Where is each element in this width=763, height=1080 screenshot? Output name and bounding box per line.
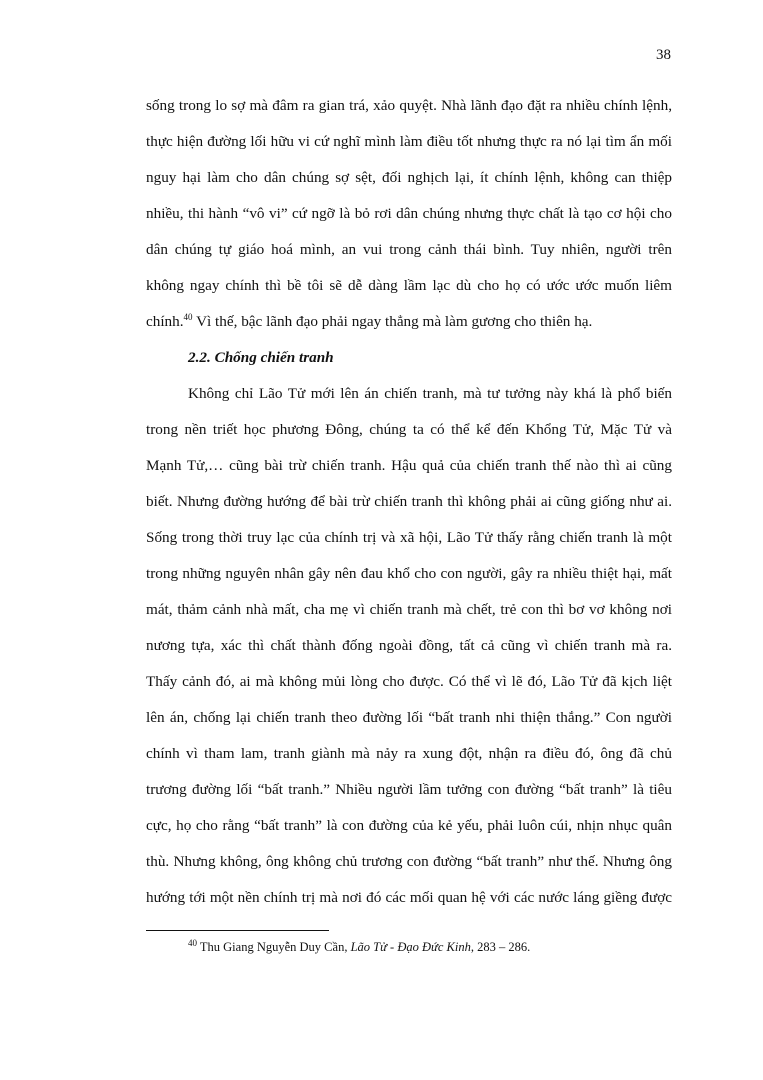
text-line: chính vì tham lam, tranh giành mà nảy ra xung đột, nhận ra điều đó, ông đã chủ (146, 745, 672, 762)
footnote-number: 40 (188, 937, 197, 948)
text-line: Thấy cảnh đó, ai mà không mủi lòng cho được. Có thể vì lẽ đó, Lão Tử đã kịch liệt (146, 673, 672, 690)
text-line (146, 304, 672, 340)
text-line: cực, họ cho rằng “bất tranh” là con đường của kẻ yếu, phải luôn cúi, nhịn nhục quân (146, 817, 672, 834)
text-line: Mạnh Tử,… cũng bài trừ chiến tranh. Hậu quả của chiến tranh thế nào thì ai cũng (146, 457, 672, 474)
text-line: nhiều, thi hành “vô vi” cứ ngỡ là bỏ rơi dân chúng nhưng thực chất là tạo cơ hội cho (146, 205, 672, 222)
text-line: mát, thảm cảnh nhà mất, cha mẹ vì chiến tranh mà chết, trẻ con thì bơ vơ không nơi (146, 601, 672, 618)
page-number: 38 (656, 47, 671, 63)
text-line: trong những nguyên nhân gây nên đau khổ cho con người, gây ra nhiều thiệt hại, mất (146, 565, 672, 582)
footnote-separator (146, 930, 329, 931)
footnote-pages: , 283 – 286. (470, 940, 531, 954)
footnote-reference[interactable]: 40 (183, 311, 193, 322)
footnote (188, 938, 530, 956)
text-line: trương đường lối “bất tranh.” Nhiều người lầm tưởng con đường “bất tranh” là tiêu (146, 781, 672, 798)
text-line: sống trong lo sợ mà đâm ra gian trá, xảo quyệt. Nhà lãnh đạo đặt ra nhiều chính lệnh, (146, 97, 672, 114)
text-line: nương tựa, xác thì chất thành đống ngoài đồng, tất cả cũng vì chiến tranh mà ra. (146, 637, 672, 654)
text-line: trong nền triết học phương Đông, chúng ta có thể kể đến Khổng Tử, Mặc Tử và (146, 421, 672, 438)
footnote-book-title: Lão Tử - Đạo Đức Kinh (350, 940, 471, 954)
text-line: dân chúng tự giáo hoá mình, an vui trong cảnh thái bình. Tuy nhiên, người trên (146, 241, 672, 258)
section-heading: 2.2. Chống chiến tranh (188, 349, 334, 366)
text-line: thù. Nhưng không, ông không chủ trương con đường “bất tranh” như thế. Nhưng ông (146, 853, 672, 870)
text-fragment: Vì thế, bậc lãnh đạo phải ngay thẳng mà làm gương cho thiên hạ. (192, 313, 593, 330)
text-line: nguy hại làm cho dân chúng sợ sệt, đối nghịch lại, ít chính lệnh, không can thiệp (146, 169, 672, 186)
text-line: Không chỉ Lão Tử mới lên án chiến tranh, mà tư tưởng này khá là phổ biến (188, 385, 672, 402)
text-line: thực hiện đường lối hữu vi cứ nghĩ mình làm điều tốt nhưng thực ra nó lại tìm ẩn mối (146, 133, 672, 150)
text-fragment: chính. (146, 313, 184, 330)
text-line: biết. Nhưng đường hướng để bài trừ chiến tranh thì không phải ai cũng giống như ai. (146, 493, 672, 510)
text-line: Sống trong thời truy lạc của chính trị và xã hội, Lão Tử thấy rằng chiến tranh là một (146, 529, 672, 546)
text-line: lên án, chống lại chiến tranh theo đường lối “bất tranh nhi thiện thắng.” Con người (146, 709, 672, 726)
footnote-author: Thu Giang Nguyễn Duy Cần, (197, 940, 351, 954)
text-line: hướng tới một nền chính trị mà nơi đó các mối quan hệ với các nước láng giềng được (146, 889, 672, 906)
text-line: không ngay chính thì bề tôi sẽ dễ dàng lầm lạc dù cho họ có ước ước muốn liêm (146, 277, 672, 294)
body-text (146, 88, 672, 916)
